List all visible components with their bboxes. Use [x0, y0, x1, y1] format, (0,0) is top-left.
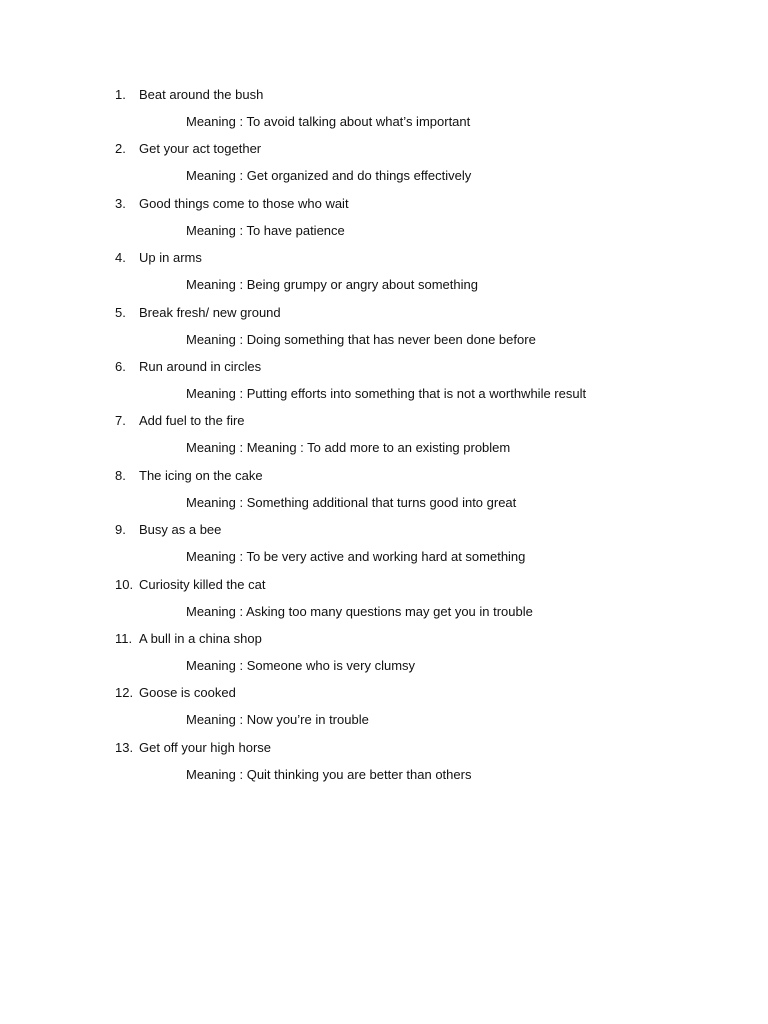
idiom-text: Get your act together [139, 141, 262, 157]
meaning-text: Meaning : Meaning : To add more to an existing problem [186, 440, 511, 456]
meaning-text: Meaning : Putting efforts into something that is not a worthwhile result [186, 385, 587, 401]
idiom-text: Up in arms [139, 250, 202, 266]
meaning-text: Meaning : To be very active and working hard at something [186, 549, 526, 565]
idiom-text: Get off your high horse [139, 739, 272, 755]
idiom-text: Beat around the bush [139, 87, 264, 102]
idiom-text: Curiosity killed the cat [139, 576, 266, 592]
list-item [0, 139, 768, 193]
idiom-text: Break fresh/ new ground [139, 304, 281, 320]
item-number: 4. [115, 250, 126, 266]
idiom-text: Goose is cooked [139, 685, 236, 701]
idiom-text: Add fuel to the fire [139, 413, 245, 429]
item-number: 3. [115, 195, 126, 211]
list-item [0, 248, 768, 302]
list-item [0, 520, 768, 574]
list-item [0, 303, 768, 357]
idiom-text: A bull in a china shop [139, 630, 262, 646]
list-item [0, 629, 768, 683]
meaning-text: Meaning : Something additional that turns good into great [186, 494, 517, 510]
item-number: 11. [115, 630, 133, 646]
list-item [0, 466, 768, 520]
meaning-text: Meaning : Get organized and do things effectively [186, 168, 472, 184]
meaning-text: Meaning : To avoid talking about what’s important [186, 114, 471, 129]
item-number: 5. [115, 304, 126, 320]
meaning-text: Meaning : Quit thinking you are better than others [186, 766, 472, 782]
list-item [0, 357, 768, 411]
list-item [0, 411, 768, 465]
meaning-text: Meaning : Now you’re in trouble [186, 712, 369, 728]
item-number: 13. [115, 739, 134, 755]
item-number: 12. [115, 685, 134, 701]
idiom-text: Busy as a bee [139, 522, 222, 538]
list-item [0, 194, 768, 248]
item-number: 9. [115, 522, 126, 538]
list-item [0, 575, 768, 629]
item-number: 1. [115, 87, 126, 102]
idiom-text: The icing on the cake [139, 467, 263, 483]
item-number: 10. [115, 576, 134, 592]
item-number: 8. [115, 467, 126, 483]
meaning-text: Meaning : Being grumpy or angry about something [186, 277, 478, 293]
meaning-text: Meaning : Someone who is very clumsy [186, 657, 416, 673]
idiom-list [0, 85, 768, 792]
item-number: 6. [115, 358, 126, 374]
item-number: 2. [115, 141, 126, 157]
item-number: 7. [115, 413, 126, 429]
idiom-text: Run around in circles [139, 358, 262, 374]
meaning-text: Meaning : To have patience [186, 222, 345, 238]
idiom-text: Good things come to those who wait [139, 195, 349, 211]
list-item [0, 85, 768, 139]
meaning-text: Meaning : Doing something that has never been done before [186, 331, 536, 347]
list-item [0, 683, 768, 737]
meaning-text: Meaning : Asking too many questions may get you in trouble [186, 603, 533, 619]
list-item [0, 738, 768, 792]
